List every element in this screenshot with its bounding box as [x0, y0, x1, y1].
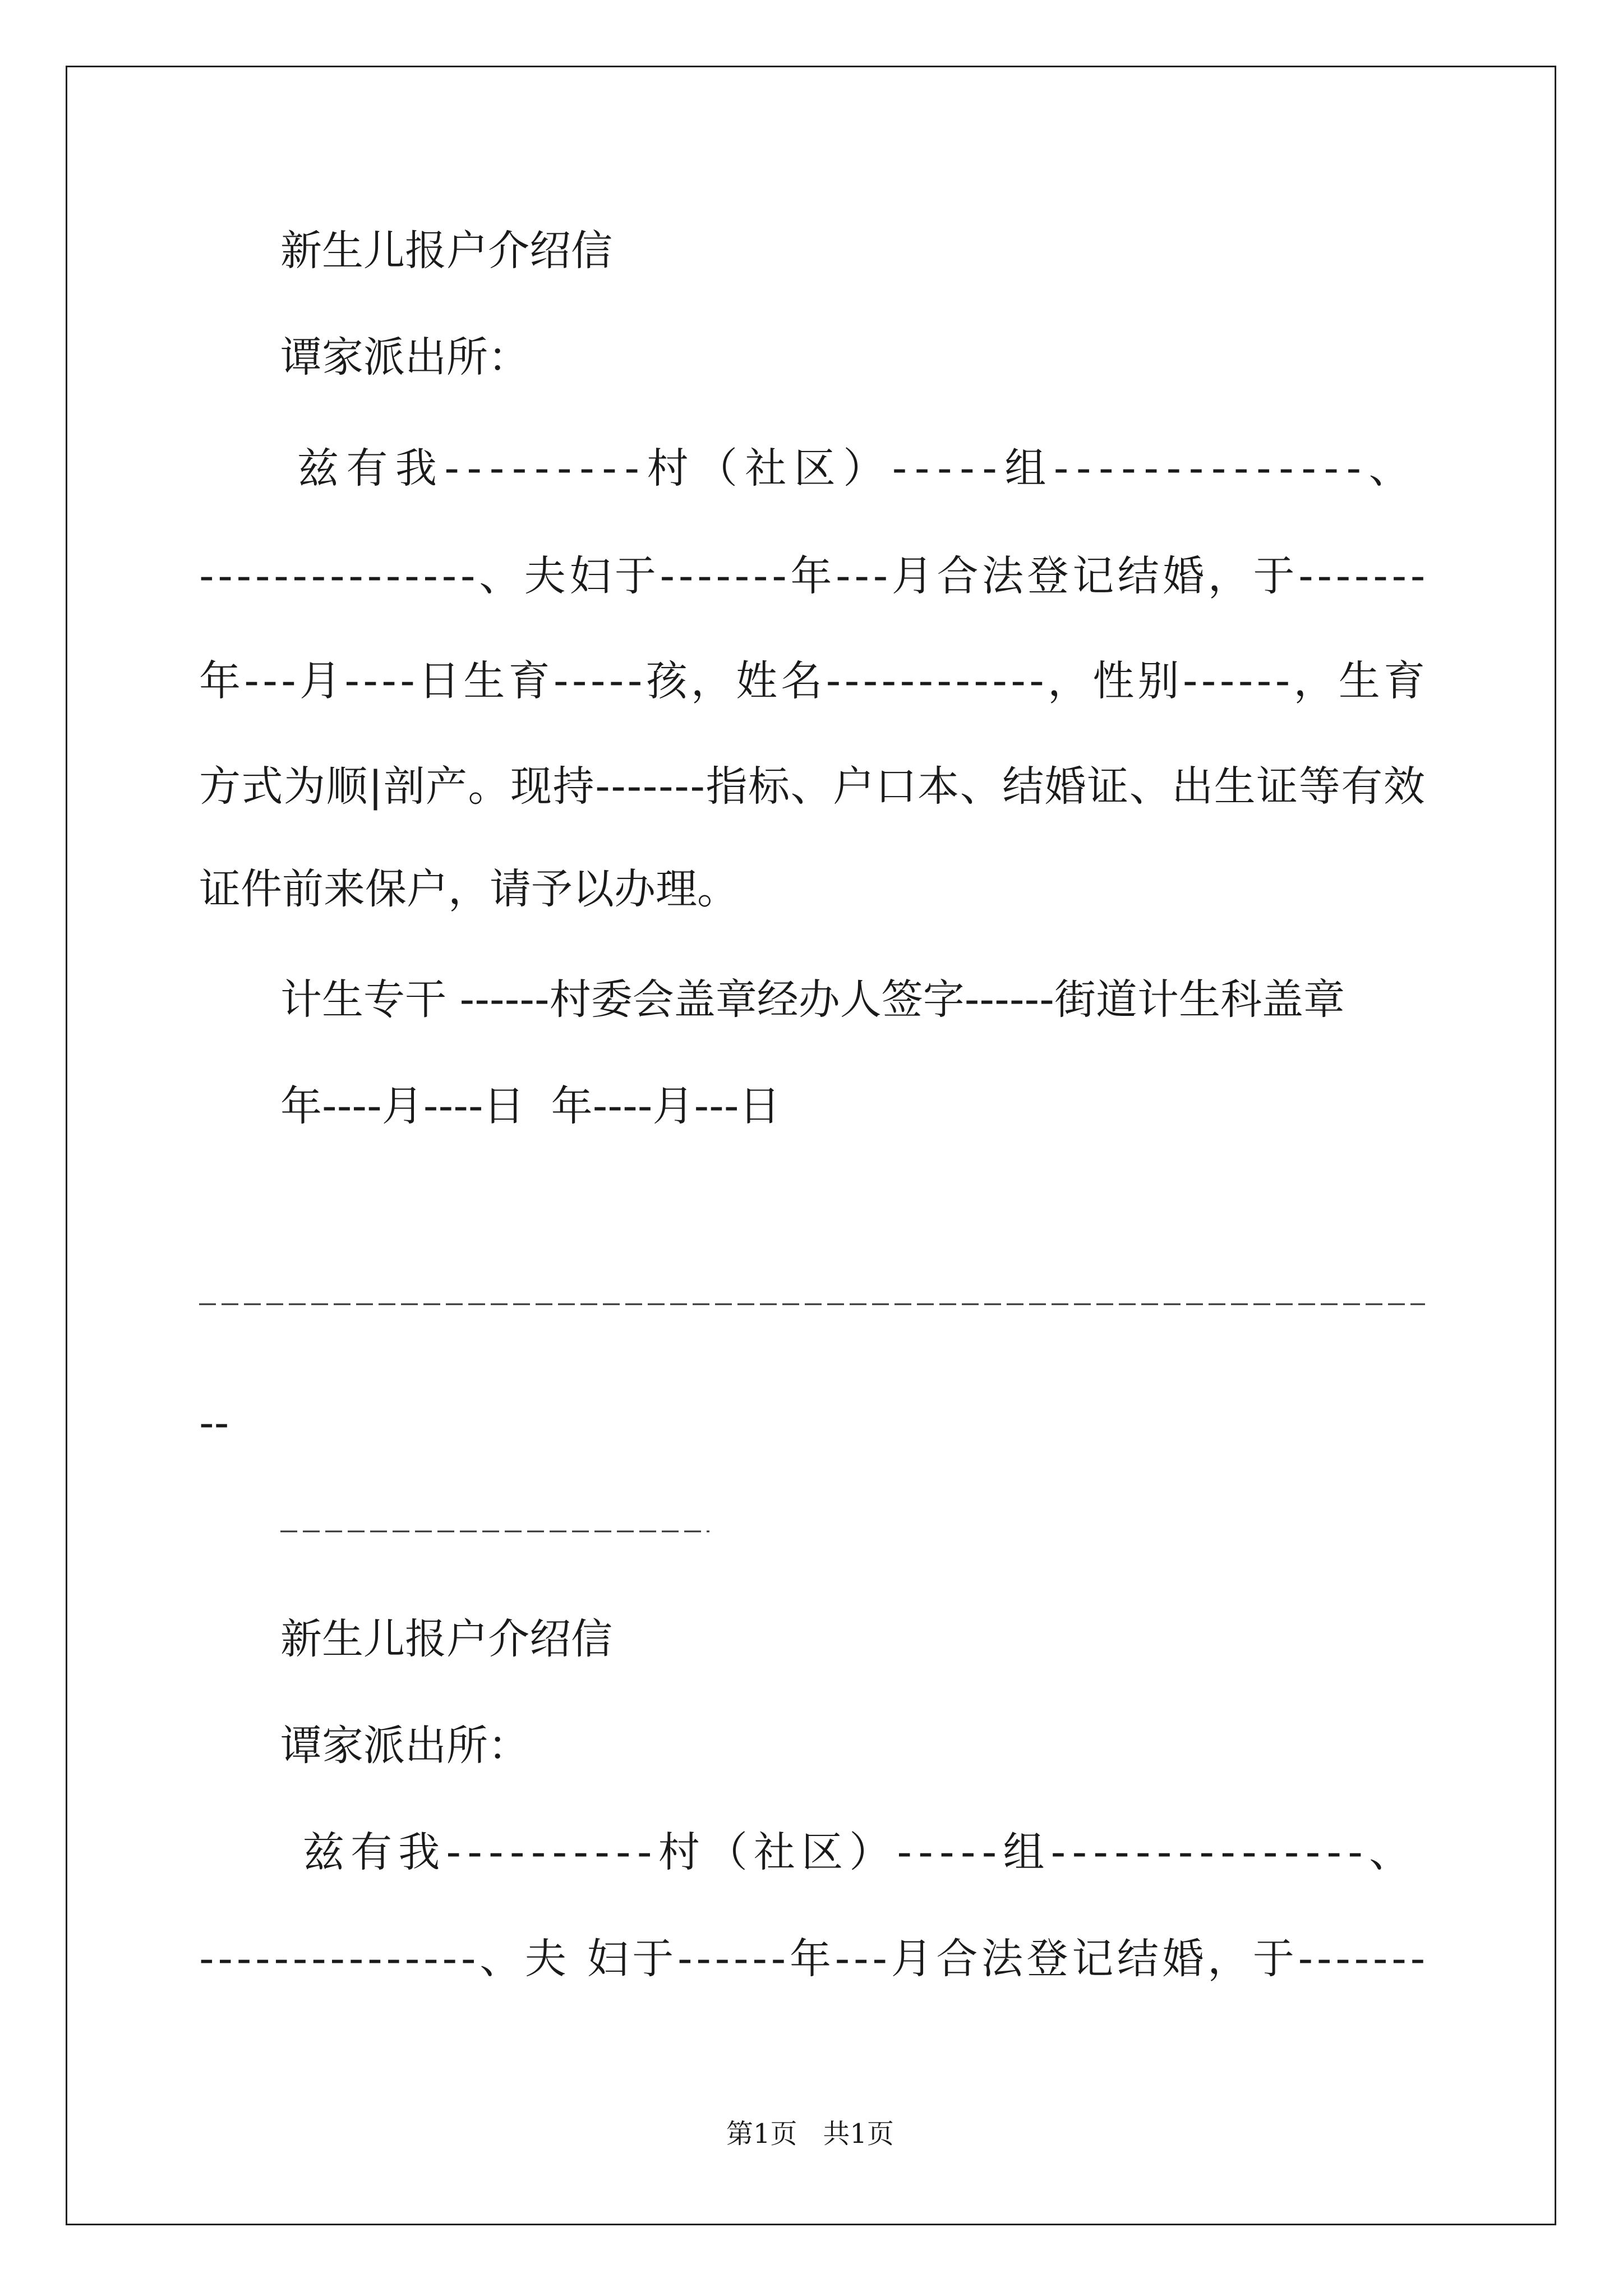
body-line: 兹有我---------村（社区）-----组--------------、: [297, 444, 1418, 493]
body-line: 证件前来保户，请予以办理。: [199, 865, 739, 913]
letter-title: 新生儿报户介绍信: [280, 227, 612, 275]
body-line: 年---月----日生育-----孩，姓名------------，性别------，生育: [199, 657, 1429, 705]
page-footer: 第1页 共1页: [726, 2118, 894, 2150]
page-border: [66, 66, 1556, 2225]
signature-line: 计生专干 ------村委会盖章经办人签字------街道计生科盖章: [280, 976, 1345, 1024]
date-line: 年----月----日 年----月---日: [280, 1082, 781, 1130]
body-line: 方式为顺|剖产。现持-------指标、户口本、结婚证、出生证等有效: [199, 762, 1426, 811]
separator-tail: --: [199, 1399, 229, 1447]
letter-title: 新生儿报户介绍信: [280, 1615, 612, 1663]
separator-line: [280, 1529, 709, 1534]
body-line: ---------------、夫 妇于------年---月合法登记结婚，于-------: [199, 1935, 1429, 1983]
addressee: 谭家派出所：: [280, 333, 529, 381]
body-line: 兹有我----------村（社区）-----组---------------、: [303, 1828, 1417, 1876]
separator-line: [199, 1301, 1425, 1307]
addressee: 谭家派出所：: [280, 1722, 529, 1770]
body-line: ---------------、夫妇于-------年---月合法登记结婚，于-------: [199, 552, 1430, 600]
